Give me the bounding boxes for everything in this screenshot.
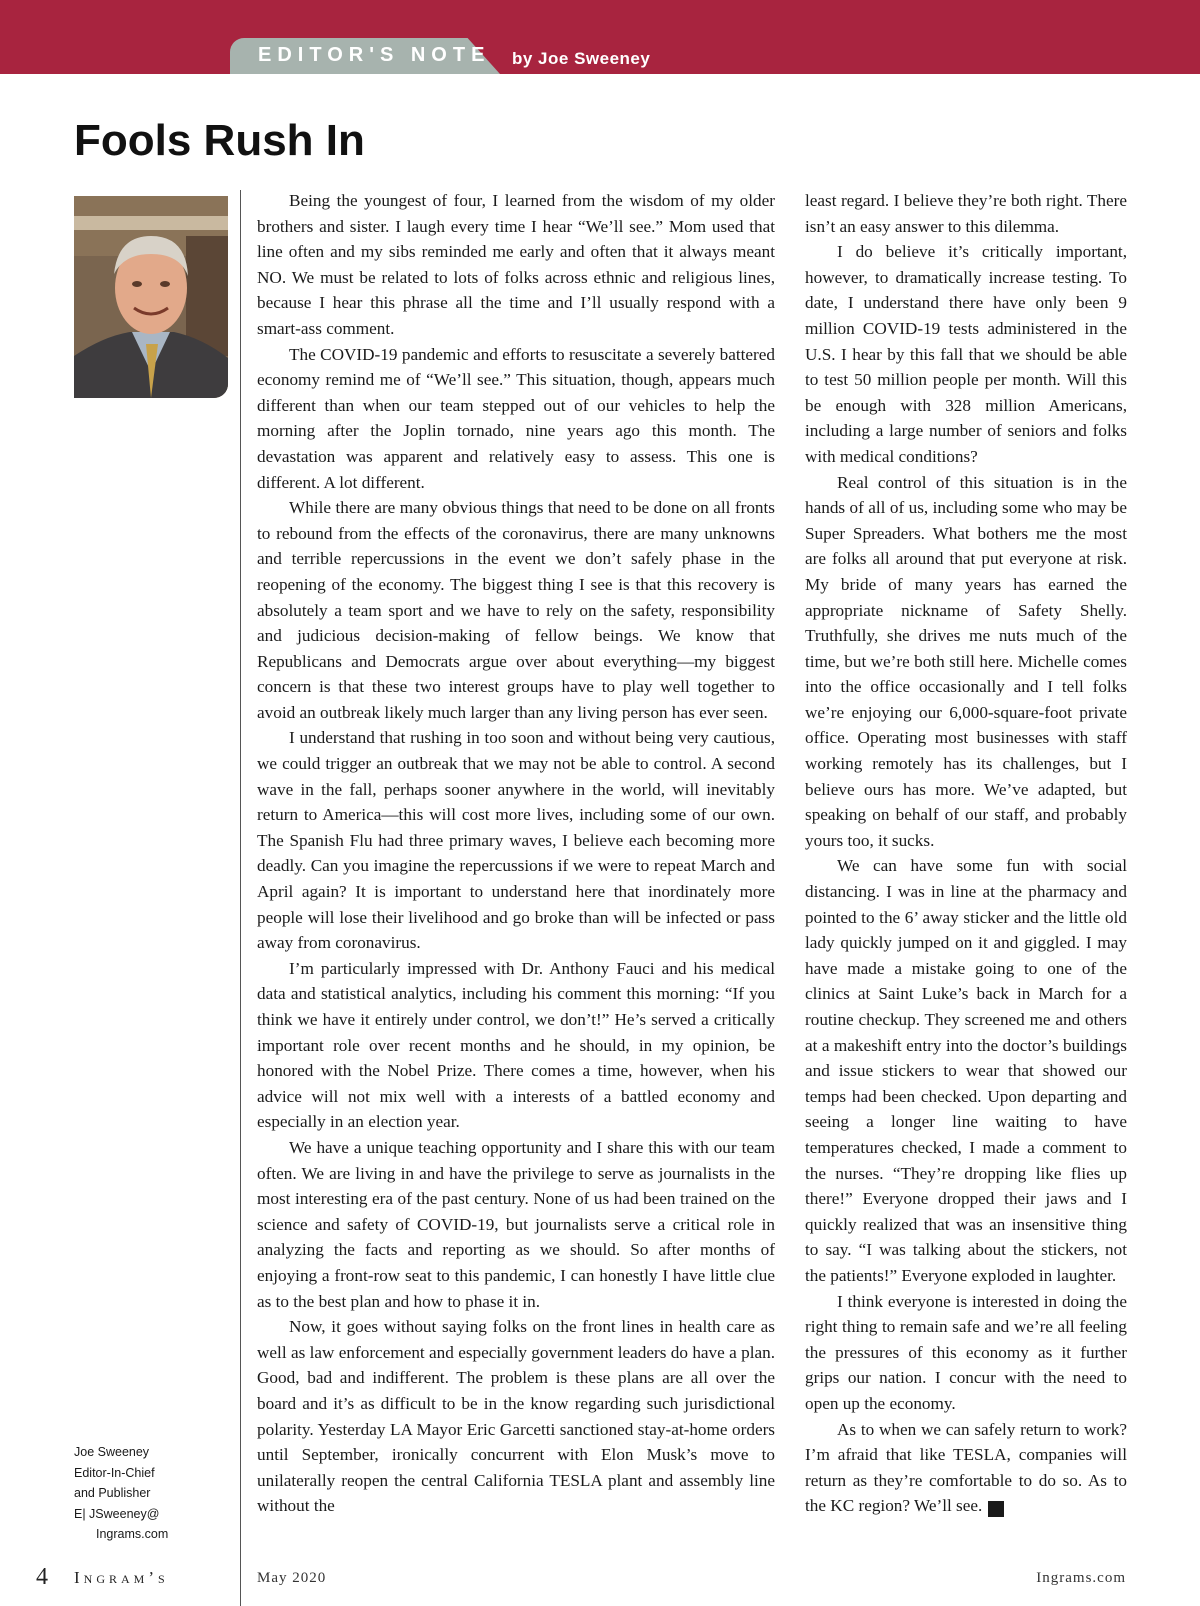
author-email-domain: Ingrams.com	[96, 1527, 169, 1541]
paragraph: The COVID-19 pandemic and efforts to resuscitate a severely battered economy remind me of “We’ll see.” This situation, though, appears much different than when our team stepped out of our vehicles to help the morning after the Joplin tornado, nine years ago this month. The devastation was apparent and relatively easy to assess. This one is different. A lot different.	[257, 344, 775, 492]
magazine-name: Ingram’s	[74, 1568, 169, 1587]
author-name: Joe Sweeney	[74, 1445, 150, 1459]
paragraph: Being the youngest of four, I learned from the wisdom of my older brothers and sister. I laugh every time I hear “We’ll see.” Mom used that line often and my sibs reminded me early and often that it always meant NO. We must be related to lots of folks across ethnic and religious lines, because I hear this phrase all the time and I’ll usually respond with a smart-ass comment.	[257, 191, 775, 338]
author-role: Editor-In-Chief	[74, 1465, 155, 1480]
author-role: and Publisher	[74, 1486, 151, 1500]
paragraph: We can have some fun with social distancing. I was in line at the pharmacy and pointed to the 6’ away sticker and the little old lady quickly jumped on it and giggled. I may have made a mistake going to one of the clinics at Saint Luke’s back in March for a routine checkup. They screened me and others at a makeshift entry into the doctor’s buildings and issue stickers to wear that showed our temps had been checked. Upon departing and seeing a longer line waiting to have temperatures checked, I made a comment to the nurses. “They’re dropping like flies up there!” Everyone dropped their jaws and I quickly realized that was an insensitive thing to say. “I was talking about the stickers, not the patients!” Everyone exploded in laughter.	[805, 856, 1127, 1285]
article-column-1	[257, 188, 775, 1519]
page-number: 4	[36, 1564, 48, 1590]
paragraph-text: As to when we can safely return to work? I’m afraid that like TESLA, companies will return as they’re comfortable to do so. As to the KC region? We’ll see.	[805, 1419, 1127, 1516]
paragraph: I do believe it’s critically important, however, to dramatically increase testing. To date, I understand there have only been 9 million COVID-19 tests administered in the U.S. I hear by this fall that we should be able to test 50 million people per month. Will this be enough with 328 million Americans, including a large number of seniors and folks with medical conditions?	[805, 242, 1127, 466]
website: Ingrams.com	[1036, 1570, 1126, 1586]
paragraph: I think everyone is interested in doing the right thing to remain safe and we’re all feeling the pressures of this economy as it further grips our nation. I concur with the need to open up the economy.	[805, 1291, 1127, 1413]
paragraph: I understand that rushing in too soon and without being very cautious, we could trigger an outbreak that we may not be able to control. A second wave in the fall, perhaps sooner anywhere in the world, will inevitably return to America—this will cost more lives, including some of our own. The Spanish Flu had three primary waves, I believe each becoming more deadly. Can you imagine the repercussions if we were to repeat March and April again? It is important to understand here that inordinately more people will lose their livelihood and go broke than will be infected or pass away from coronavirus.	[257, 728, 775, 953]
paragraph: While there are many obvious things that need to be done on all fronts to rebound from the effects of the coronavirus, there are many unknowns and terrible repercussions in the event we don’t safely phase in the reopening of the economy. The biggest thing I see is that this recovery is absolutely a team sport and we have to rely on the safety, responsibility and judicious decision-making of fellow beings. We know that Republicans and Democrats argue over about everything—my biggest concern is that these two interest groups have to play well together to avoid an outbreak likely much larger than any living person has ever seen.	[257, 498, 775, 722]
article-title: Fools Rush In	[74, 116, 365, 165]
paragraph: We have a unique teaching opportunity and I share this with our team often. We are living in and have the privilege to serve as journalists in the most interesting era of the past century. None of us had been trained on the science and safety of COVID-19, but journalists serve a critical role in analyzing the facts and reporting as we should. So after months of enjoying a front-row seat to this pandemic, I can honestly I have little clue as to the best plan and how to phase it in.	[257, 1137, 775, 1311]
paragraph: Now, it goes without saying folks on the front lines in health care as well as law enforcement and especially government leaders do have a plan. Good, bad and indifferent. The problem is these plans are all over the board and it’s as difficult to be in the know regarding such jurisdictional polarity. Yesterday LA Mayor Eric Garcetti sanctioned stay-at-home orders until September, ironically concurrent with Elon Musk’s move to unilaterally reopen the central California TESLA plant and assembly line without the	[257, 1317, 775, 1516]
paragraph: I’m particularly impressed with Dr. Anthony Fauci and his medical data and statistical analytics, including his comment this morning: “If you think we have it entirely under control, we don’t!” He’s served a critically important role over recent months and he should, in my opinion, be honored with the Nobel Prize. There comes a time, however, when his advice will not mix well with a interests of a battled economy and especially in an election year.	[257, 958, 775, 1132]
paragraph-final	[805, 1417, 1127, 1519]
byline: by Joe Sweeney	[512, 49, 651, 68]
paragraph: Real control of this situation is in the hands of all of us, including some who may be Super Spreaders. What bothers me the most are folks all around that put everyone at risk. My bride of many years has earned the appropriate nickname of Safety Shelly. Truthfully, she drives me nuts much of the time, but we’re both still here. Michelle comes into the office occasionally and I tell folks we’re enjoying our 6,000-square-foot private office. Operating most businesses with staff working remotely has its challenges, but I believe ours has more. We’ve adapted, but speaking on behalf of our staff, and probably yours too, it sucks.	[805, 472, 1127, 850]
column-divider	[240, 190, 241, 1606]
issue-date: May 2020	[257, 1570, 327, 1586]
end-mark-icon: I	[988, 1501, 1004, 1517]
author-caption	[74, 1442, 168, 1545]
author-photo	[74, 196, 228, 398]
article-column-2	[805, 188, 1127, 1519]
paragraph: least regard. I believe they’re both right. There isn’t an easy answer to this dilemma.	[805, 191, 1127, 236]
author-email: E| JSweeney@	[74, 1506, 160, 1521]
section-label: EDITOR'S NOTE	[258, 44, 491, 66]
